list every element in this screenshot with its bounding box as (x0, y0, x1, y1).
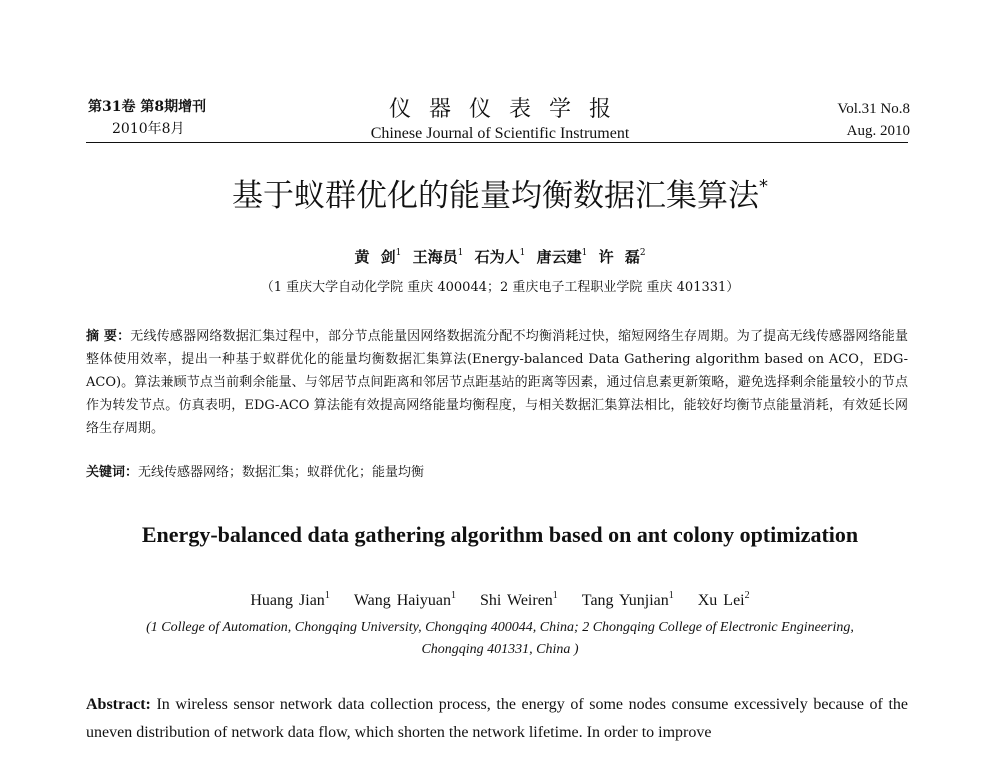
abstract-cn-label: 摘 要： (86, 329, 131, 344)
author-cn (354, 248, 401, 266)
author-name: 许 磊 (598, 248, 640, 266)
author-name: Xu Lei (697, 592, 745, 609)
journal-name-cn: 仪器仪表学报 (388, 97, 629, 122)
affiliation-en-line2: Chongqing 401331, China ) (421, 642, 579, 657)
date-cn: 2010年8月 (112, 121, 185, 137)
journal-volume-issue (88, 96, 206, 140)
author-affil-mark: 1 (450, 590, 456, 601)
author-name: Wang Haiyuan (353, 592, 451, 609)
keywords-cn-text: 无线传感器网络；数据汇集；蚁群优化；能量均衡 (138, 465, 425, 480)
author-en (582, 592, 674, 609)
author-affil-mark: 1 (552, 590, 558, 601)
keywords-cn (86, 461, 908, 480)
author-affil-mark: 1 (324, 590, 330, 601)
authors-cn (0, 246, 1000, 267)
abstract-cn (86, 325, 908, 440)
author-affil-mark: 1 (395, 248, 402, 258)
author-cn (475, 248, 526, 266)
authors-en (0, 590, 1000, 610)
author-cn (599, 248, 646, 266)
abstract-cn-text: 无线传感器网络数据汇集过程中，部分节点能量因网络数据流分配不均衡消耗过快，缩短网络生存周期。为了提高无线传感器网络能量整体使用效率，提出一种基于蚁群优化的能量均衡数据汇集算法(Energy-balanced Data Gathering algorithm based on ACO，EDG-ACO)。算法兼顾节点当前剩余能量、与邻居节点间距离和邻居节点距基站的距离等因素，通过信息素更新策略，避免选择剩余能量较小的节点作为转发节点。仿真表明，EDG-ACO 算法能有效提高网络能量均衡程度，与相关数据汇集算法相比，能较好均衡节点能量消耗，有效延长网络生存周期。 (86, 329, 908, 436)
volume-issue-cn: 第31卷 第8期增刊 (88, 99, 207, 115)
title-cn-text: 基于蚁群优化的能量均衡数据汇集算法 (232, 178, 759, 214)
title-footnote-mark: * (759, 176, 768, 197)
journal-name-en: Chinese Journal of Scientific Instrument (370, 125, 630, 142)
date-en: Aug. 2010 (846, 123, 910, 139)
keywords-cn-label: 关键词： (86, 465, 139, 480)
author-affil-mark: 1 (581, 248, 588, 258)
author-name: 唐云建 (536, 248, 582, 266)
author-name: Tang Yunjian (581, 592, 669, 609)
journal-volume-en (837, 98, 910, 142)
author-cn (413, 248, 464, 266)
author-en (480, 592, 558, 609)
author-en (698, 592, 750, 609)
author-name: 石为人 (474, 248, 520, 266)
abstract-en-text: In wireless sensor network data collection process, the energy of some nodes consume excessively because of the uneven distribution of network data flow, which shorten the network lifetime. In order to improve (86, 696, 909, 741)
journal-name (300, 92, 700, 143)
paper-title-cn (0, 170, 1000, 215)
author-affil-mark: 1 (457, 248, 464, 258)
affiliation-en (100, 617, 900, 661)
author-affil-mark: 2 (744, 590, 750, 601)
author-cn (537, 248, 588, 266)
author-en (354, 592, 456, 609)
abstract-en (86, 691, 908, 747)
affiliation-cn: （1 重庆大学自动化学院 重庆 400044；2 重庆电子工程职业学院 重庆 401331） (260, 280, 740, 295)
author-name: 黄 剑 (354, 248, 396, 266)
author-en (250, 592, 329, 609)
author-name: Shi Weiren (479, 592, 553, 609)
volume-issue-en: Vol.31 No.8 (837, 101, 910, 117)
affiliation-en-line1: (1 College of Automation, Chongqing University, Chongqing 400044, China; 2 Chongqing College of Electronic Engineering, (146, 620, 854, 635)
author-name: 王海员 (412, 248, 458, 266)
author-affil-mark: 2 (639, 248, 646, 258)
paper-title-en: Energy-balanced data gathering algorithm based on ant colony optimization (141, 522, 859, 547)
author-affil-mark: 1 (668, 590, 674, 601)
abstract-en-label: Abstract: (86, 696, 151, 713)
author-affil-mark: 1 (519, 248, 526, 258)
header-rule (86, 142, 908, 143)
author-name: Huang Jian (250, 592, 325, 609)
